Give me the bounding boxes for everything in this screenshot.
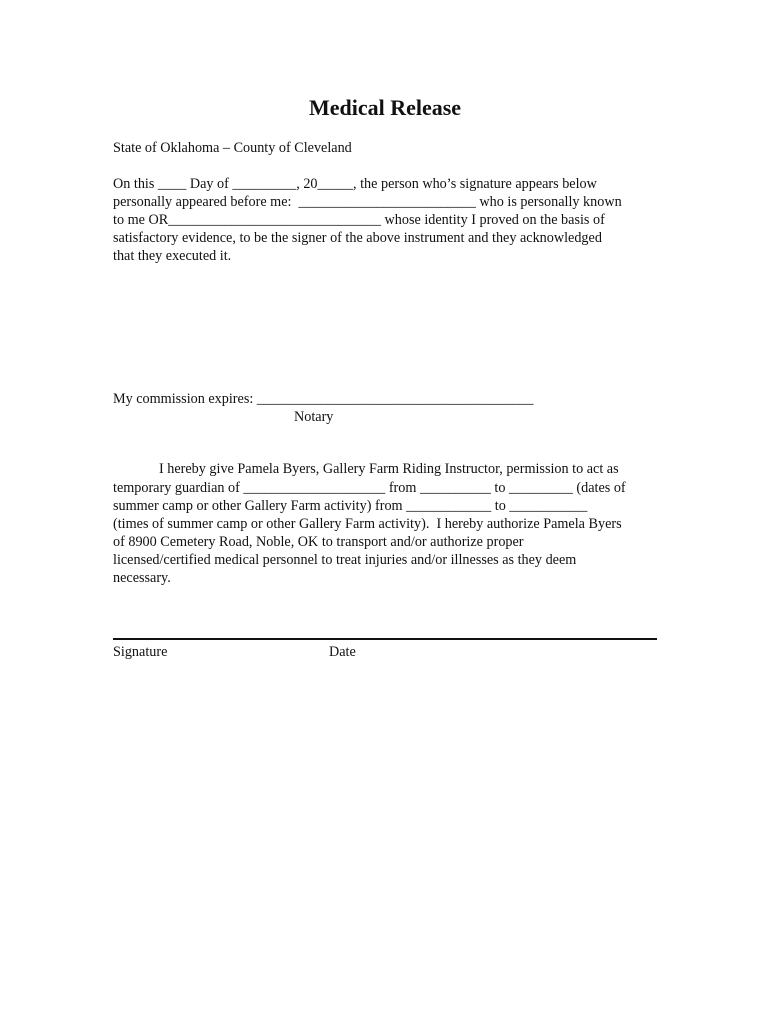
ack-line: that they executed it. (113, 248, 232, 264)
signature-rule (113, 638, 657, 640)
permission-line: temporary guardian of ____________________ from __________ to _________ (dates of (113, 480, 626, 496)
document-title: Medical Release (308, 95, 462, 120)
ack-line: personally appeared before me: _________________________ who is personally known (113, 194, 622, 210)
notary-label: Notary (294, 409, 334, 425)
permission-line: of 8900 Cemetery Road, Noble, OK to transport and/or authorize proper (113, 534, 524, 550)
permission-line: licensed/certified medical personnel to treat injuries and/or illnesses as they deem (113, 552, 577, 568)
permission-line: summer camp or other Gallery Farm activity) from ____________ to ___________ (113, 498, 588, 514)
state-county-line: State of Oklahoma – County of Cleveland (113, 140, 352, 156)
permission-line: (times of summer camp or other Gallery Farm activity). I hereby authorize Pamela Byers (113, 516, 622, 532)
ack-line: On this ____ Day of _________, 20_____, the person who’s signature appears below (113, 176, 597, 192)
signature-label: Signature (113, 644, 168, 660)
date-label: Date (329, 644, 356, 660)
ack-line: satisfactory evidence, to be the signer of the above instrument and they acknowledged (113, 230, 602, 246)
permission-line: necessary. (113, 570, 171, 586)
commission-expires-line: My commission expires: _______________________________________ (113, 391, 534, 407)
permission-line: I hereby give Pamela Byers, Gallery Farm Riding Instructor, permission to act as (159, 461, 619, 477)
ack-line: to me OR______________________________ whose identity I proved on the basis of (113, 212, 605, 228)
